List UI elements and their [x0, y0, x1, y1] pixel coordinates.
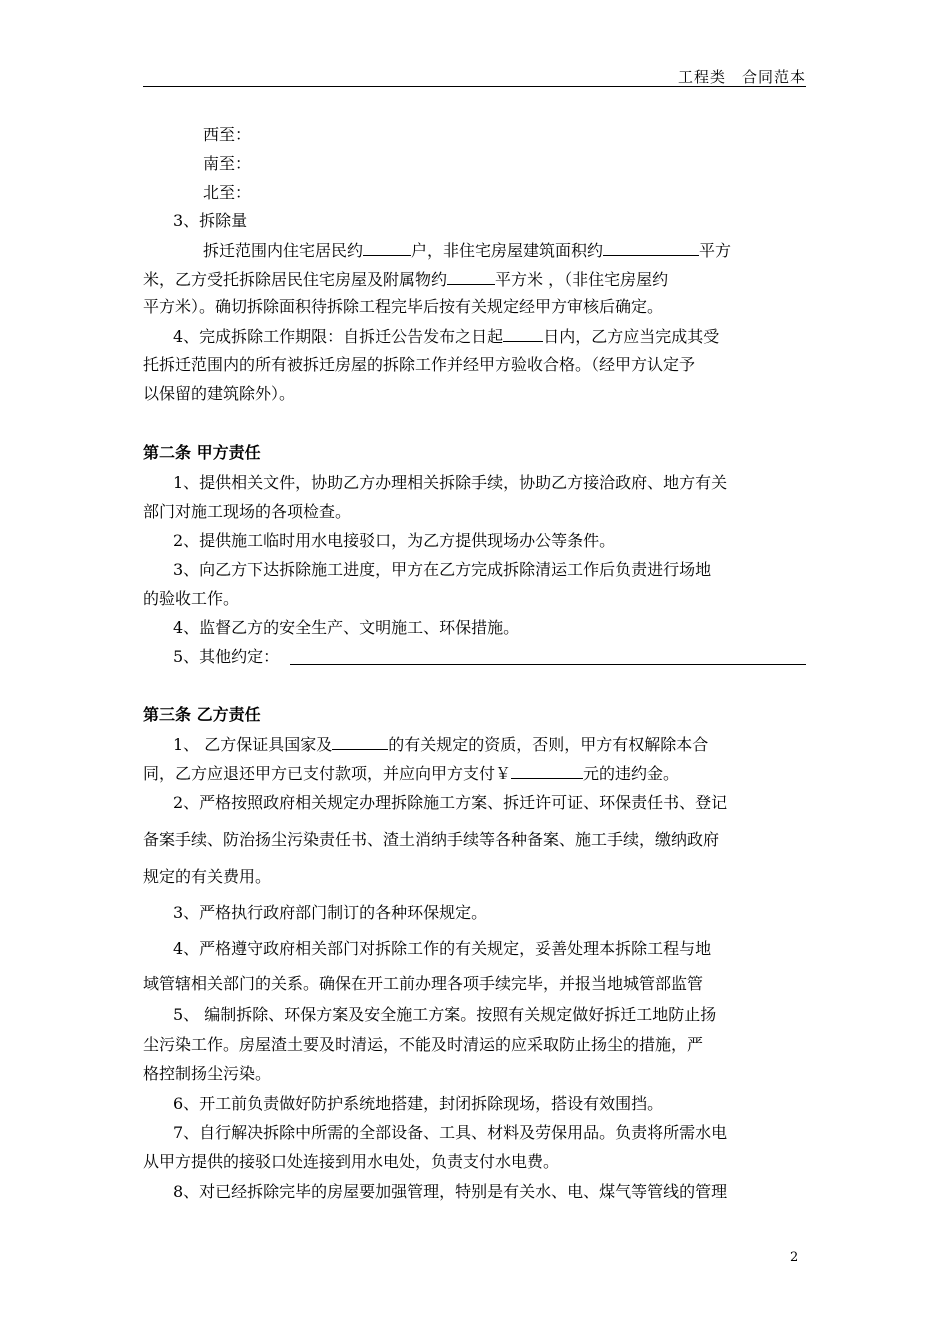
- item-heading: 3、拆除量: [173, 211, 248, 230]
- paragraph-line: 3、严格执行政府部门制订的各种环保规定。: [173, 903, 488, 922]
- text: 米，乙方受托拆除居民住宅房屋及附属物约: [143, 270, 448, 289]
- paragraph-line: 托拆迁范围内的所有被拆迁房屋的拆除工作并经甲方验收合格。（经甲方认定予: [143, 355, 696, 374]
- paragraph-line: 5、 编制拆除、环保方案及安全施工方案。按照有关规定做好拆迁工地防止扬: [173, 1005, 717, 1024]
- paragraph-line: [173, 735, 708, 754]
- paragraph-line: [203, 241, 731, 260]
- paragraph-line: 的验收工作。: [143, 589, 240, 608]
- header-rule: [143, 86, 806, 87]
- text: 平方米 ，（非住宅房屋约: [495, 270, 669, 289]
- paragraph-line: 以保留的建筑除外）。: [143, 384, 296, 403]
- paragraph-line: 尘污染工作。房屋渣土要及时清运，不能及时清运的应采取防止扬尘的措施，严: [143, 1035, 704, 1054]
- fill-blank: [503, 327, 543, 342]
- paragraph-line: 从甲方提供的接驳口处连接到用水电处，负责支付水电费。: [143, 1152, 560, 1171]
- paragraph-line: 2、提供施工临时用水电接驳口，为乙方提供现场办公等条件。: [173, 531, 616, 550]
- section-heading: 第二条 甲方责任: [143, 443, 261, 462]
- boundary-west: 西至：: [203, 125, 252, 144]
- text: 日内，乙方应当完成其受: [543, 327, 720, 346]
- boundary-south: 南至：: [203, 154, 252, 173]
- paragraph-line: 格控制扬尘污染。: [143, 1064, 272, 1083]
- fill-blank: [603, 241, 699, 256]
- paragraph-line: 平方米）。确切拆除面积待拆除工程完毕后按有关规定经甲方审核后确定。: [143, 297, 664, 316]
- fill-blank: [332, 735, 388, 750]
- paragraph-line: 8、对已经拆除完毕的房屋要加强管理，特别是有关水、电、煤气等管线的管理: [173, 1182, 728, 1201]
- boundary-north: 北至：: [203, 183, 252, 202]
- paragraph-line: 4、严格遵守政府相关部门对拆除工作的有关规定，妥善处理本拆除工程与地: [173, 939, 712, 958]
- text: 平方: [699, 241, 732, 260]
- fill-blank: [363, 241, 411, 256]
- paragraph-line: 4、监督乙方的安全生产、文明施工、环保措施。: [173, 618, 520, 637]
- text: 户，非住宅房屋建筑面积约: [411, 241, 604, 260]
- paragraph-line: [143, 764, 679, 783]
- text: 的有关规定的资质，否则，甲方有权解除本合: [388, 735, 709, 754]
- text: 4、完成拆除工作期限：自拆迁公告发布之日起: [173, 327, 504, 346]
- paragraph-line: 6、开工前负责做好防护系统地搭建，封闭拆除现场，搭设有效围挡。: [173, 1094, 664, 1113]
- paragraph-line: [143, 270, 668, 289]
- page-number: 2: [790, 1250, 799, 1265]
- fill-blank: [447, 270, 495, 285]
- paragraph-line: [173, 327, 719, 346]
- paragraph-line: 域管辖相关部门的关系。确保在开工前办理各项手续完毕，并报当地城管部监管: [143, 974, 704, 993]
- paragraph-line: 3、向乙方下达拆除施工进度，甲方在乙方完成拆除清运工作后负责进行场地: [173, 560, 712, 579]
- fill-blank: [511, 764, 583, 779]
- text: 元的违约金。: [583, 764, 680, 783]
- paragraph-line: 1、提供相关文件，协助乙方办理相关拆除手续，协助乙方接洽政府、地方有关: [173, 473, 728, 492]
- running-header: 工程类 合同范本: [677, 68, 806, 86]
- paragraph-line: 部门对施工现场的各项检查。: [143, 502, 352, 521]
- paragraph-line: 备案手续、防治扬尘污染责任书、渣土消纳手续等各种备案、施工手续，缴纳政府: [143, 830, 720, 849]
- text: 拆迁范围内住宅居民约: [203, 241, 364, 260]
- paragraph-line: 规定的有关费用。: [143, 867, 272, 886]
- paragraph-line: 7、自行解决拆除中所需的全部设备、工具、材料及劳保用品。负责将所需水电: [173, 1123, 728, 1142]
- text: 同，乙方应退还甲方已支付款项，并应向甲方支付￥: [143, 764, 512, 783]
- paragraph-line: 5、其他约定：: [173, 647, 280, 666]
- text: 1、 乙方保证具国家及: [173, 735, 333, 754]
- fill-blank-long: [290, 664, 806, 665]
- paragraph-line: 2、严格按照政府相关规定办理拆除施工方案、拆迁许可证、环保责任书、登记: [173, 793, 728, 812]
- section-heading: 第三条 乙方责任: [143, 705, 261, 724]
